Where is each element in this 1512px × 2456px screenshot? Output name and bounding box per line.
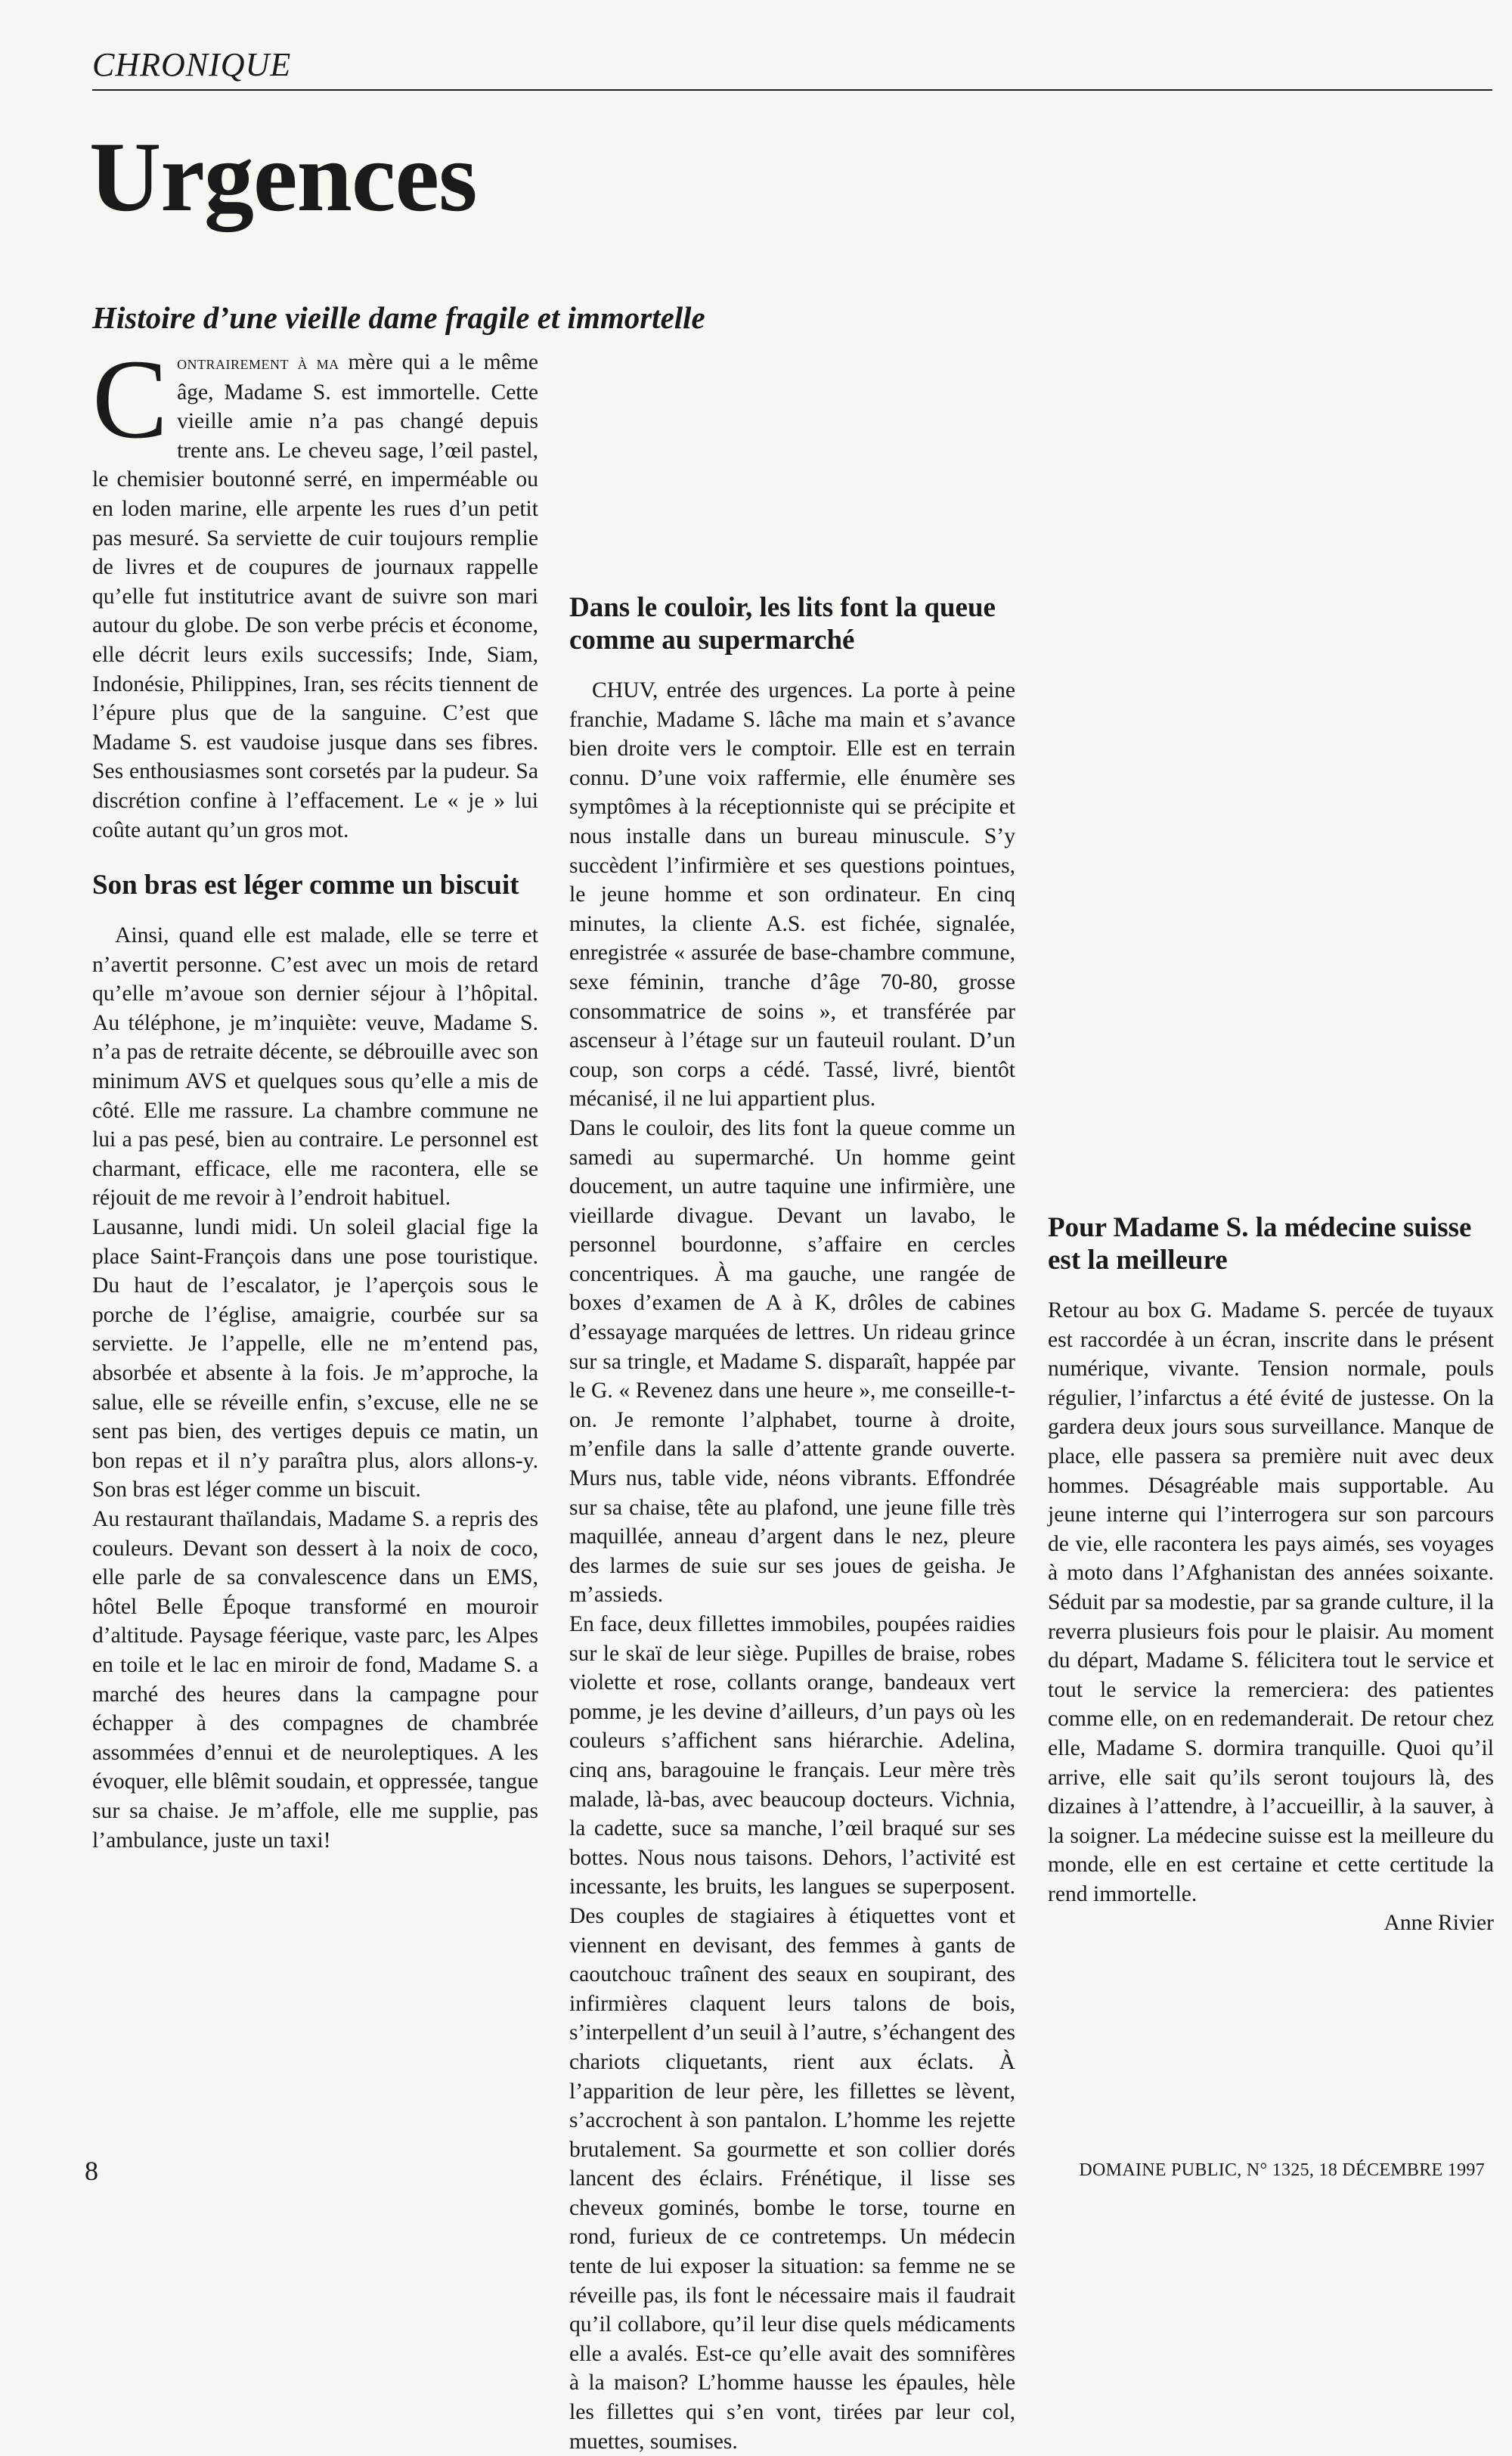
intro-lead-smallcaps: ontrairement à ma <box>177 352 339 374</box>
column-2 <box>569 348 1015 2456</box>
article-headline: Urgences <box>89 121 477 232</box>
column-1 <box>92 336 538 1855</box>
drop-cap: C <box>92 336 169 462</box>
author-signature: Anne Rivier <box>1383 1911 1494 1936</box>
paragraph: En face, deux fillettes immobiles, poupées raidies sur le skaï de leur siège. Pupilles de braise, robes violette et rose, collants orange, bandeaux vert pomme, je les devine d’ailleurs, d’un pays où les couleurs s’affichent sans hiérarchie. Adelina, cinq ans, baragouine le français. Leur mère très malade, là-bas, avec beaucoup docteurs. Vichnia, la cadette, suce sa manche, l’œil braqué sur ses bottes. Nous nous taisons. Dehors, l’activité est incessante, les bruits, les langues se superposent. Des couples de stagiaires à étiquettes vont et viennent en devisant, des femmes à gants de caoutchouc traînent des seaux en soupirant, des infirmières claquent leurs talons de bois, s’interpellent d’un seuil à l’autre, s’échangent des chariots cliquetants, rient aux éclats. À l’apparition de leur père, les fillettes se lèvent, s’accrochent à son pantalon. L’homme les rejette brutalement. Sa gourmette et son collier dorés lancent des éclairs. Frénétique, il lisse ses cheveux gominés, bombe le torse, tourne en rond, furieux de ce contretemps. Un médecin tente de lui exposer la situation: sa femme ne se réveille pas, ils font le nécessaire mais il faudrait qu’il collabore, qu’il leur dise quels médicaments elle a avalés. Est-ce qu’elle avait des somnifères à la maison? L’homme hausse les épaules, hèle les fillettes qui s’en vont, tirées par leur col, muettes, soumises. <box>569 1612 1015 2454</box>
publication-footer: DOMAINE PUBLIC, N° 1325, 18 DÉCEMBRE 1997 <box>1079 2160 1485 2180</box>
paragraph: Dans le couloir, des lits font la queue comme un samedi au supermarché. Un homme geint doucement, un autre taquine une infirmière, une vieillarde divague. Devant un lavabo, le personnel bourdonne, s’affaire en cercles concentriques. À ma gauche, une rangée de boxes d’examen de A à K, drôles de cabines d’essayage marquées de lettres. Un rideau grince sur sa tringle, et Madame S. disparaît, happée par le G. « Revenez dans une heure », me conseille-t-on. Je remonte l’alphabet, tourne à droite, m’enfile dans la salle d’attente grande ouverte. Murs nus, table vide, néons vibrants. Effondrée sur sa chaise, tête au plafond, une jeune fille très maquillée, anneau d’argent dans le nez, pleure des larmes de suie sur ses joues de geisha. Je m’assieds. <box>569 1115 1015 1608</box>
section-heading-3: Pour Madame S. la médecine suisse est la meilleure <box>1048 1212 1472 1276</box>
article-subtitle: Histoire d’une vieille dame fragile et immortelle <box>92 300 705 335</box>
paragraph: Au restaurant thaïlandais, Madame S. a repris des couleurs. Devant son dessert à la noix de coco, elle parle de sa convalescence dans un EMS, hôtel Belle Époque transformé en mouroir d’altitude. Paysage féerique, vaste parc, les Alpes en toile et le lac en miroir de fond, Madame S. a marché des heures dans la campagne pour échapper à des compagnes de chambrée assommées d’ennui et de neuroleptiques. A les évoquer, elle blêmit soudain, et oppressée, tangue sur sa chaise. Je m’affole, elle me supplie, pas l’ambulance, juste un taxi! <box>92 1506 538 1853</box>
page-number: 8 <box>85 2156 98 2186</box>
section-heading-1: Son bras est léger comme un biscuit <box>92 870 519 901</box>
section-heading-2: Dans le couloir, les lits font la queue comme au supermarché <box>569 592 996 656</box>
intro-text: mère qui a le même âge, Madame S. est immortelle. Cette vieille amie n’a pas changé depuis trente ans. Le cheveu sage, l’œil pastel, le chemisier boutonné serré, en imperméable ou en loden marine, elle arpente les rues d’un petit pas mesuré. Sa serviette de cuir toujours remplie de livres et de coupures de journaux rappelle qu’elle fut institutrice avant de suivre son mari autour du globe. De son verbe précis et économe, elle décrit leurs exils successifs; Inde, Siam, Indonésie, Philippines, Iran, ses récits tiennent de l’épure plus que de la sanguine. C’est que Madame S. est vaudoise jusque dans ses fibres. Ses enthousiasmes sont corsetés par la pudeur. Sa discrétion confine à l’effacement. Le « je » lui coûte autant qu’un gros mot. <box>92 350 538 842</box>
paragraph: Retour au box G. Madame S. percée de tuyaux est raccordée à un écran, inscrite dans le présent numérique, vivante. Tension normale, pouls régulier, l’infarctus a été évité de justesse. On la gardera deux jours sous surveillance. Manque de place, elle passera sa première nuit avec deux hommes. Désagréable mais supportable. Au jeune interne qui l’interrogera sur son parcours de vie, elle racontera les pays aimés, ses voyages à moto dans l’Afghanistan des années soixante. Séduit par sa modestie, par sa grande culture, il la reverra plusieurs fois pour le plaisir. Au moment du départ, Madame S. félicitera tout le service et tout le service la remerciera: des patientes comme elle, on en redemanderait. De retour chez elle, Madame S. dormira tranquille. Quoi qu’il arrive, elle sait qu’ils seront toujours là, des dizaines à l’attendre, à l’accueillir, à la sauver, à la soigner. La médecine suisse est la meilleure du monde, elle en est certaine et cette certitude la rend immortelle. <box>1048 1298 1494 1906</box>
paragraph: CHUV, entrée des urgences. La porte à peine franchie, Madame S. lâche ma main et s’avance bien droite vers le comptoir. Elle est en terrain connu. D’une voix raffermie, elle énumère ses symptômes à la réceptionniste qui se précipite et nous installe dans un bureau minuscule. S’y succèdent l’infirmière et ses questions pointues, le jeune homme et son ordinateur. En cinq minutes, la cliente A.S. est fichée, signalée, enregistrée « assurée de base-chambre commune, sexe féminin, tranche d’âge 70-80, grosse consommatrice de soins », et transférée par ascenseur à l’étage sur un fauteuil roulant. D’un coup, son corps a cédé. Tassé, livré, bientôt mécanisé, il ne lui appartient plus. <box>569 678 1015 1112</box>
paragraph: Lausanne, lundi midi. Un soleil glacial fige la place Saint-François dans une pose touristique. Du haut de l’escalator, je l’aperçois sous le porche de l’église, amaigrie, courbée sur sa serviette. Je l’appelle, elle ne m’entend pas, absorbée et absente à la fois. Je m’approche, la salue, elle se réveille enfin, s’excuse, elle ne se sent pas bien, des vertiges depuis ce matin, un bon repas et il n’y paraîtra plus, alors allons-y. Son bras est léger comme un biscuit. <box>92 1215 538 1502</box>
header-rule <box>92 89 1492 91</box>
intro-paragraph <box>92 336 538 845</box>
column-3 <box>1048 348 1494 1938</box>
section-rubric: CHRONIQUE <box>92 46 292 83</box>
paragraph: Ainsi, quand elle est malade, elle se terre et n’avertit personne. C’est avec un mois de retard qu’elle m’avoue son dernier séjour à l’hôpital. Au téléphone, je m’inquiète: veuve, Madame S. n’a pas de retraite décente, se débrouille avec son minimum AVS et quelques sous qu’elle a mis de côté. Elle me rassure. La chambre commune ne lui a pas pesé, bien au contraire. Le personnel est charmant, efficace, elle me racontera, elle se réjouit de me revoir à l’endroit habituel. <box>92 923 538 1211</box>
